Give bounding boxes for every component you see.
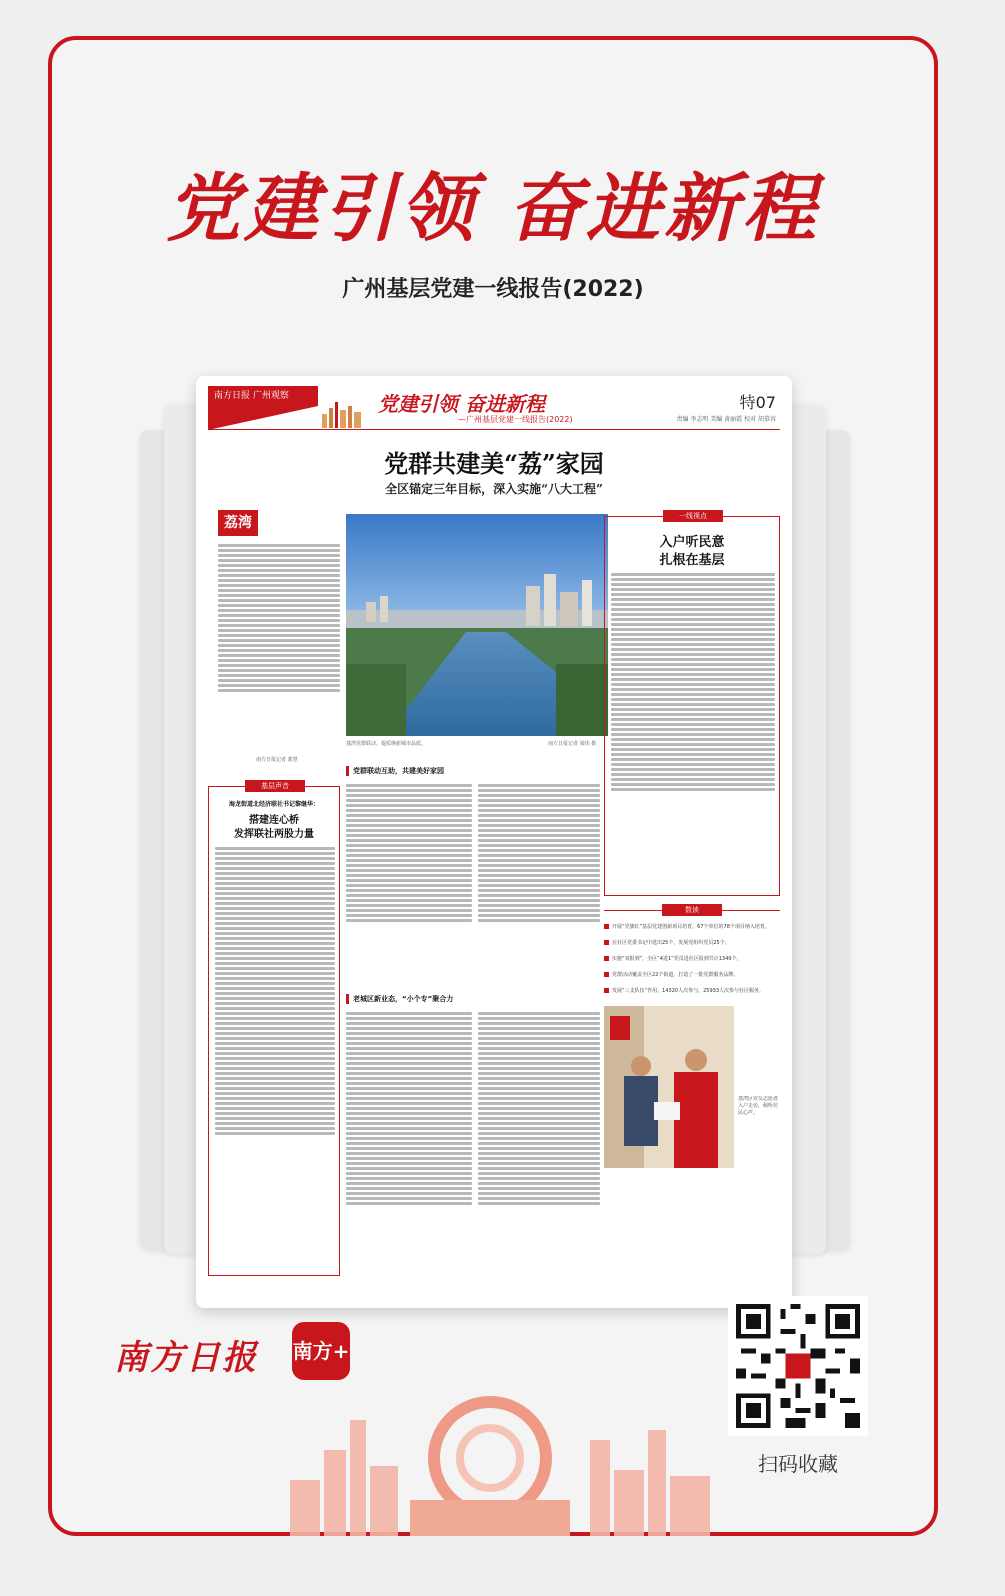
bullet-icon	[604, 988, 609, 993]
header-red-wedge	[208, 406, 318, 430]
nanfang-plus-app-icon[interactable]: 南方+	[292, 1322, 350, 1380]
data-item: 开展“党旗红”基层党建创新项目培育，67个单位的78个项目纳入培育。	[604, 924, 780, 931]
data-item: 党群活动覆盖全区22个街道，打造了一批党群服务品牌。	[604, 972, 780, 979]
lead-column-text	[218, 542, 340, 752]
sidebar-grassroots-title-1: 海龙街道北经济联社书记黎继华：	[228, 801, 319, 808]
deck: 全区锚定三年目标，深入实施“八大工程”	[385, 482, 603, 496]
data-box-tag: 数读	[662, 904, 722, 916]
newspaper-header-title: 党建引领 奋进新程	[378, 392, 545, 416]
section-1-column-b	[478, 782, 600, 982]
newspaper-header	[208, 386, 780, 430]
main-photo-caption: 荔湾党群联动，提质焕新城市品质。	[346, 741, 427, 747]
volunteer-photo	[604, 1006, 734, 1168]
newspaper-header-subtitle: —广州基层党建一线报告(2022)	[458, 415, 573, 424]
main-photo-credit: 南方日报记者 梁伟 摄	[548, 741, 597, 747]
qr-code-icon	[736, 1304, 860, 1428]
lead-byline: 南方日报记者 郭慧	[256, 757, 298, 763]
newspaper-logo: 南方日报 广州观察	[208, 386, 318, 406]
poster-subtitle: 广州基层党建一线报告(2022)	[342, 277, 644, 302]
section-1-heading: 党群联动互助，共建美好家园	[346, 766, 444, 776]
sidebar-grassroots-title-3: 发挥联社两股力量	[234, 829, 314, 840]
skyline-illustration	[290, 1380, 710, 1536]
data-item: 在社区党委书记中选出25个，发展党组织党员25个。	[604, 940, 780, 947]
section-2-column-b	[478, 1010, 600, 1292]
qr-label: 扫码收藏	[758, 1452, 838, 1476]
sidebar-grassroots-voice	[208, 782, 340, 1276]
sidebar-frontline-view	[604, 512, 780, 896]
main-river-photo	[346, 514, 608, 736]
sidebar-frontline-title-2: 扎根在基层	[659, 553, 725, 568]
bullet-icon	[604, 940, 609, 945]
sidebar-grassroots-title-2: 搭建连心桥	[249, 815, 299, 826]
data-item: 实施“双报到”，全区“4进1”党员进社区报到共计1349个。	[604, 956, 780, 963]
newspaper-page[interactable]	[196, 376, 792, 1308]
page-number: 特07	[739, 393, 776, 412]
section-2-heading: 老城区新业态，“小个专”聚合力	[346, 994, 453, 1004]
district-badge: 荔湾	[218, 510, 258, 536]
section-2-column-a	[346, 1010, 472, 1292]
paper-back-sheet-right-1	[786, 404, 826, 1254]
header-skyline-icon	[320, 398, 366, 428]
nanfang-daily-logo: 南方日报	[114, 1338, 258, 1378]
bullet-icon	[604, 972, 609, 977]
sidebar-frontline-text	[611, 571, 775, 889]
section-1-column-a	[346, 782, 472, 982]
sidebar-grassroots-tag: 基层声音	[245, 780, 305, 792]
headline: 党群共建美“荔”家园	[384, 449, 604, 478]
bullet-icon	[604, 956, 609, 961]
qr-code[interactable]	[728, 1296, 868, 1436]
sidebar-frontline-tag: 一线视点	[663, 510, 723, 522]
data-item: 发展“三支队伍”作用，14320人次参与，25933人次参与社区服务。	[604, 988, 780, 995]
sidebar-frontline-title-1: 入户听民意	[659, 535, 725, 550]
poster-title: 党建引领 奋进新程	[166, 166, 820, 252]
volunteer-photo-caption: 荔湾区党员志愿者入户走访，倾听居民心声。	[738, 1096, 779, 1116]
bullet-icon	[604, 924, 609, 929]
page-meta: 责编 李志明 美编 黄丽霞 校对 胡慕容	[676, 416, 776, 423]
sidebar-grassroots-text	[215, 845, 335, 1269]
